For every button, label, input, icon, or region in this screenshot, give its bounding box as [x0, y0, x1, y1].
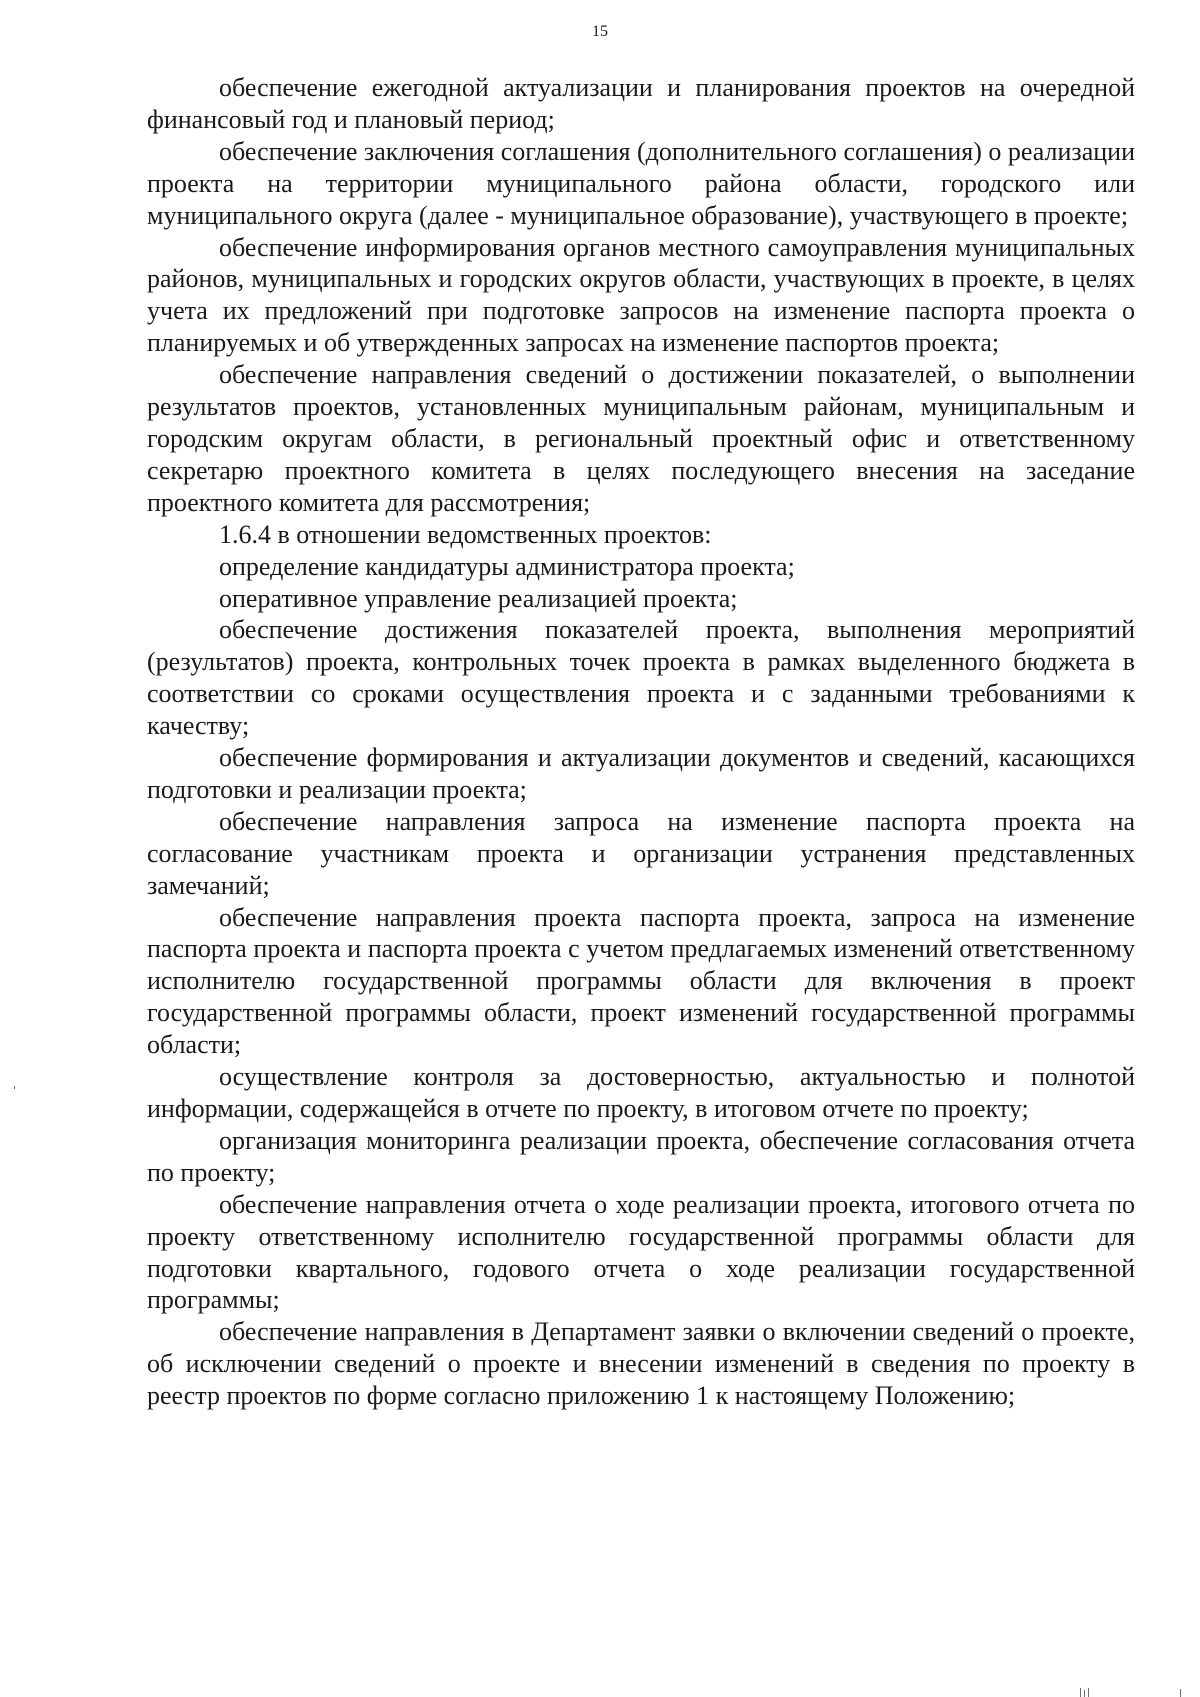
paragraph: осуществление контроля за достоверностью, актуальностью и полнотой информации, содержащейся в отчете по проекту, в итоговом отчете по проекту;: [147, 1062, 1135, 1123]
paragraph: обеспечение направления запроса на изменение паспорта проекта на согласование участникам проекта и организации устранения представленных замечаний;: [147, 806, 1135, 900]
paragraph: обеспечение направления сведений о достижении показателей, о выполнении результатов проектов, установленных муниципальным районам, муниципальным и городским округам области, в региональный проектный офис и ответственному секретарю проектного комитета в целях последующего внесения на заседание проектного комитета для рассмотрения;: [147, 360, 1135, 517]
paragraph: обеспечение направления в Департамент заявки о включении сведений о проекте, об исключении сведений о проекте и внесении изменений в сведения по проекту в реестр проектов по форме согласно приложению 1 к настоящему Положению;: [147, 1317, 1135, 1411]
document-body: [147, 72, 1135, 1412]
paragraph: обеспечение достижения показателей проекта, выполнения мероприятий (результатов) проекта, контрольных точек проекта в рамках выделенного бюджета в соответствии со сроками осуществления проекта и с заданными требованиями к качеству;: [147, 615, 1135, 741]
paragraph: обеспечение заключения соглашения (дополнительного соглашения) о реализации проекта на территории муниципального района области, городского или муниципального округа (далее - муниципальное образование), участвующего в проекте;: [147, 136, 1135, 230]
page-number: 15: [592, 23, 608, 40]
scan-artifact: [1084, 1690, 1085, 1697]
paragraph: организация мониторинга реализации проекта, обеспечение согласования отчета по проекту;: [147, 1125, 1135, 1187]
scan-artifact: [1080, 1688, 1081, 1697]
scan-artifact: [14, 1086, 15, 1089]
paragraph: обеспечение ежегодной актуализации и планирования проектов на очередной финансовый год и плановый период;: [147, 73, 1135, 134]
scan-artifact: [1180, 1689, 1181, 1697]
paragraph: оперативное управление реализацией проекта;: [219, 583, 738, 613]
scan-artifact: [1088, 1688, 1089, 1697]
paragraph: определение кандидатуры администратора проекта;: [219, 551, 795, 581]
paragraph: обеспечение информирования органов местного самоуправления муниципальных районов, муниципальных и городских округов области, участвующих в проекте, в целях учета их предложений при подготовке запросов на изменение паспорта проекта о планируемых и об утвержденных запросах на изменение паспортов проекта;: [147, 232, 1135, 358]
paragraph: обеспечение направления проекта паспорта проекта, запроса на изменение паспорта проекта и паспорта проекта с учетом предлагаемых изменений ответственному исполнителю государственной программы области для включения в проект государственной программы области, проект изменений государственной программы области;: [147, 902, 1135, 1060]
paragraph: обеспечение направления отчета о ходе реализации проекта, итогового отчета по проекту ответственному исполнителю государственной программы области для подготовки квартального, годового отчета о ходе реализации государственной программы;: [147, 1189, 1135, 1315]
section-heading: 1.6.4 в отношении ведомственных проектов:: [219, 519, 712, 549]
paragraph: обеспечение формирования и актуализации документов и сведений, касающихся подготовки и реализации проекта;: [147, 743, 1135, 804]
